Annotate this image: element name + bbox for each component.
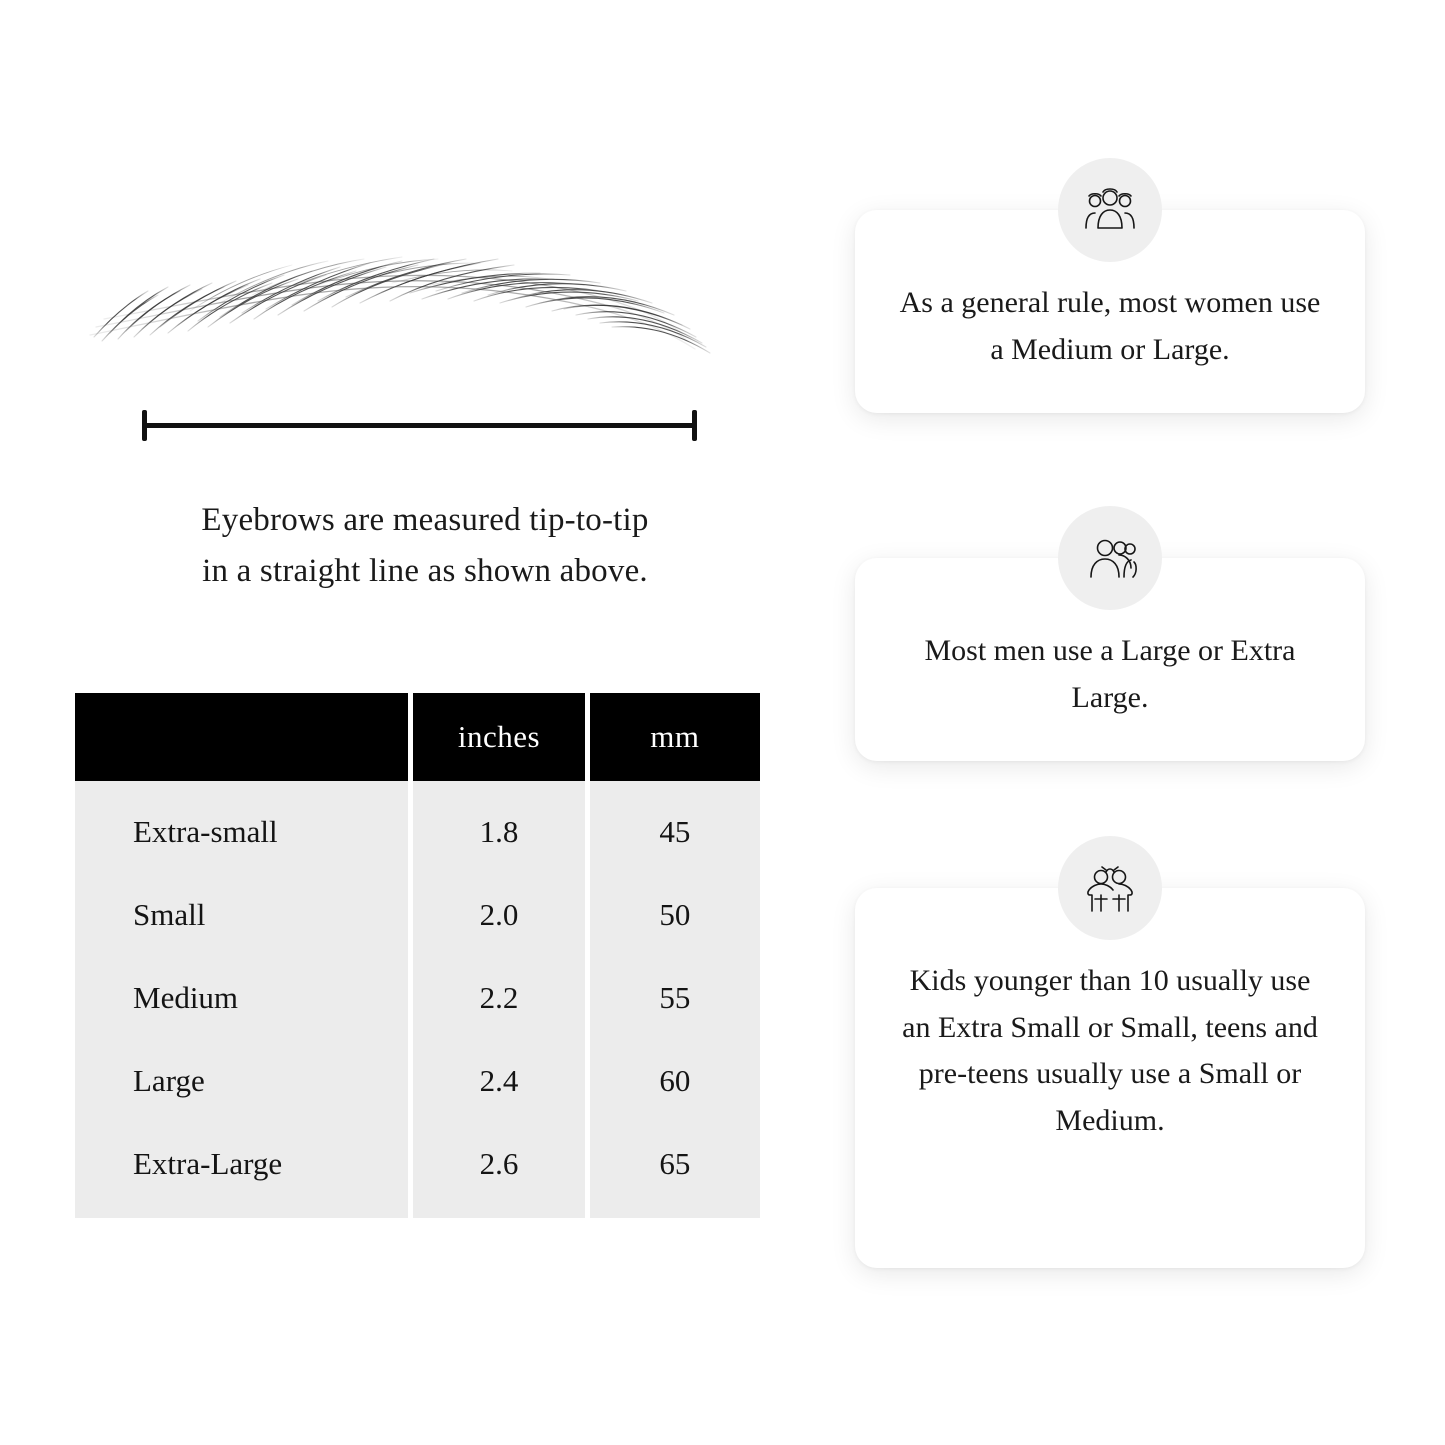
caption-line-1: Eyebrows are measured tip-to-tip	[201, 502, 649, 538]
cell-mm: 60	[590, 1039, 760, 1122]
size-table-head	[75, 693, 760, 781]
cell-inches: 2.4	[413, 1039, 584, 1122]
cell-inches: 2.2	[413, 956, 584, 1039]
kids-icon	[1058, 836, 1162, 940]
cell-size: Large	[75, 1039, 408, 1122]
guidance-notes	[790, 0, 1410, 1445]
size-table	[70, 693, 765, 1218]
note-text: Most men use a Large or Extra Large.	[924, 634, 1296, 714]
table-row	[75, 873, 760, 956]
women-group-icon	[1058, 158, 1162, 262]
cell-size: Medium	[75, 956, 408, 1039]
ruler-right-cap	[692, 410, 697, 441]
table-row	[75, 781, 760, 873]
size-table-body	[75, 781, 760, 1218]
cell-inches: 2.0	[413, 873, 584, 956]
note-text: As a general rule, most women use a Medium or Large.	[899, 286, 1321, 366]
cell-inches: 1.8	[413, 781, 584, 873]
cell-size: Extra-small	[75, 781, 408, 873]
table-row	[75, 1122, 760, 1218]
header-inches: inches	[413, 693, 584, 781]
header-mm: mm	[590, 693, 760, 781]
cell-mm: 65	[590, 1122, 760, 1218]
men-group-icon	[1058, 506, 1162, 610]
cell-mm: 55	[590, 956, 760, 1039]
note-card-kids	[855, 888, 1365, 1268]
cell-inches: 2.6	[413, 1122, 584, 1218]
cell-mm: 45	[590, 781, 760, 873]
header-size	[75, 693, 408, 781]
cell-mm: 50	[590, 873, 760, 956]
caption-line-2: in a straight line as shown above.	[202, 553, 648, 590]
note-card-men	[855, 558, 1365, 761]
measurement-section	[70, 0, 770, 1445]
table-header-row	[75, 693, 760, 781]
cell-size: Small	[75, 873, 408, 956]
eyebrow-hairs-icon	[70, 215, 730, 405]
ruler-bar	[142, 423, 697, 428]
measurement-caption	[125, 495, 725, 597]
table-row	[75, 956, 760, 1039]
eyebrow-illustration	[70, 215, 730, 405]
note-text: Kids younger than 10 usually use an Extra Small or Small, teens and pre-teens usually use a Small or Medium.	[902, 964, 1318, 1137]
table-row	[75, 1039, 760, 1122]
measurement-ruler	[142, 405, 697, 445]
cell-size: Extra-Large	[75, 1122, 408, 1218]
note-card-women	[855, 210, 1365, 413]
